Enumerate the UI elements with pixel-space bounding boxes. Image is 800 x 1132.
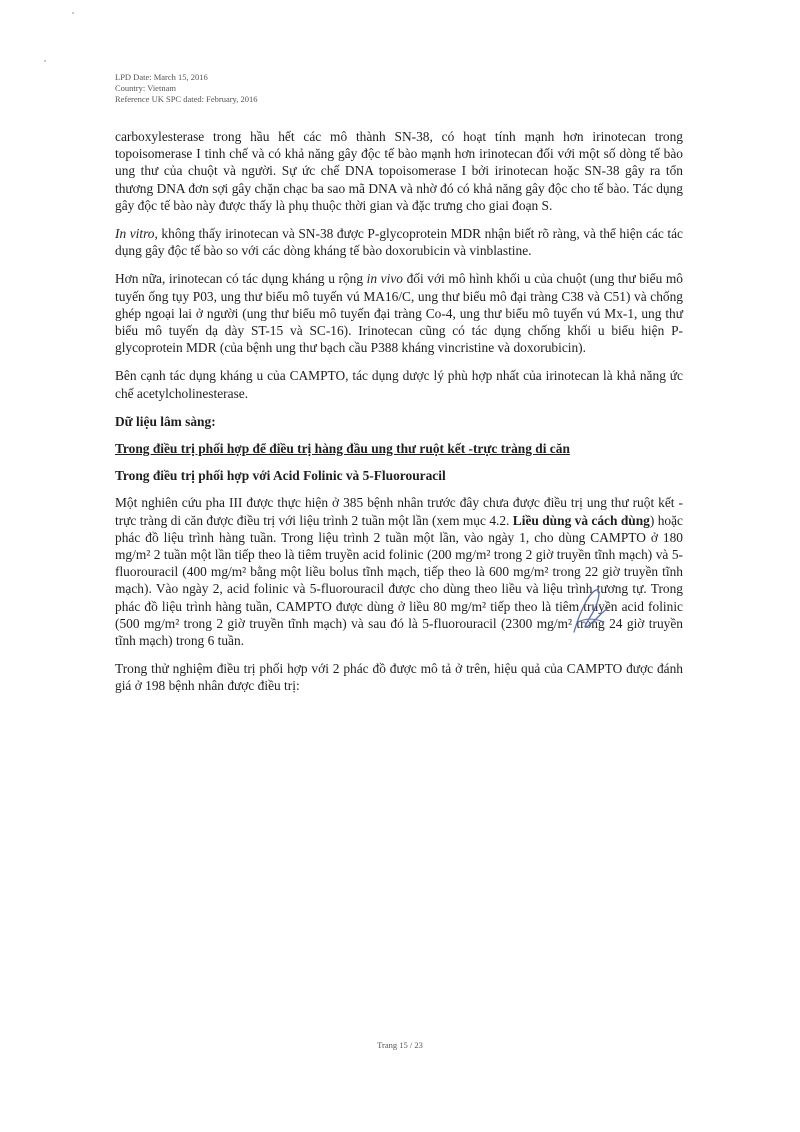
scan-speck [44, 60, 46, 62]
heading-first-line-treatment: Trong điều trị phối hợp để điều trị hàng đầu ung thư ruột kết -trực tràng di căn [115, 441, 570, 457]
header-reference: Reference UK SPC dated: February, 2016 [115, 94, 258, 104]
paragraph-mechanism: carboxylesterase trong hầu hết các mô thành SN-38, có hoạt tính mạnh hơn irinotecan trong topoisomerase I tinh chế và có khả năng gây độc tế bào mạnh hơn irinotecan đối với một số dòng tế bào ung thư của chuột và người. Sự ức chế DNA topoisomerase I bởi irinotecan hoặc SN-38 gây ra tổn thương DNA đơn sợi gây chặn chạc ba sao mã DNA và nhờ đó có khả năng gây độc cho tế bào. Tác dụng gây độc tế bào này được thấy là phụ thuộc thời gian và đặc trưng cho giai đoạn S. [115, 129, 683, 213]
scan-speck [72, 12, 74, 14]
paragraph-phase-iii-study: Một nghiên cứu pha III được thực hiện ở 385 bệnh nhân trước đây chưa được điều trị ung thư ruột kết - trực tràng di căn được điều trị với liệu trình 2 tuần một lần (xem mục 4.2. Liều dùng và cách dùng) hoặc phác đồ liệu trình hàng tuần. Trong liệu trình 2 tuần một lần, vào ngày 1, cho dùng CAMPTO ở 180 mg/m² 2 tuần một lần tiếp theo là tiêm truyền acid folinic (200 mg/m² trong 2 giờ truyền tĩnh mạch) và 5-fluorouracil (400 mg/m² bằng một liều bolus tĩnh mạch, tiếp theo là 600 mg/m² trong 22 giờ truyền tĩnh mạch). Vào ngày 2, acid folinic và 5-fluorouracil được cho dùng theo liều và liệu trình tương tự. Trong phác đồ liệu trình hàng tuần, CAMPTO được dùng ở liều 80 mg/m² tiếp theo là tiêm truyền acid folinic (500 mg/m² trong 2 giờ truyền tĩnh mạch) và sau đó là 5-fluorouracil (2300 mg/m² trong 24 giờ truyền tĩnh mạch) trong 6 tuần. [115, 495, 683, 649]
paragraph-acetylcholinesterase: Bên cạnh tác dụng kháng u của CAMPTO, tác dụng dược lý phù hợp nhất của irinotecan là khả năng ức chế acetylcholinesterase. [115, 368, 683, 401]
paragraph-in-vitro: In vitro, không thấy irinotecan và SN-38 được P-glycoprotein MDR nhận biết rõ ràng, và thể hiện các tác dụng gây độc tế bào so với các dòng kháng tế bào doxorubicin và vinblastine. [115, 226, 683, 259]
document-header [115, 72, 258, 105]
italic-term: in vivo [366, 271, 403, 287]
header-country: Country: Vietnam [115, 83, 176, 93]
heading-clinical-data: Dữ liệu lâm sàng: [115, 413, 216, 429]
page-number: Trang 15 / 23 [377, 1040, 423, 1050]
signature-mark [568, 582, 614, 642]
paragraph-in-vivo: Hơn nữa, irinotecan có tác dụng kháng u rộng in vivo đối với mô hình khối u của chuột (ung thư biểu mô tuyến ống tụy P03, ung thư biểu mô tuyến vú MA16/C, ung thư biểu mô đại tràng C38 và C51) và chống ghép ngoại lai ở người (ung thư biểu mô tuyến đại tràng Co-4, ung thư biểu mô tuyến vú Mx-1, ung thư biểu mô tuyến dạ dày ST-15 và SC-16). Irinotecan cũng có tác dụng chống khối u biểu hiện P-glycoprotein MDR (của bệnh ung thư bạch cầu P388 kháng vincristine và doxorubicin). [115, 271, 683, 356]
italic-term: In vitro [115, 226, 155, 242]
heading-folinic-5fu: Trong điều trị phối hợp với Acid Folinic và 5-Fluorouracil [115, 468, 446, 484]
paragraph-efficacy-intro: Trong thử nghiệm điều trị phối hợp với 2 phác đồ được mô tả ở trên, hiệu quả của CAMPTO được đánh giá ở 198 bệnh nhân được điều trị: [115, 661, 683, 694]
header-lpd-date: LPD Date: March 15, 2016 [115, 72, 208, 82]
bold-reference: Liều dùng và cách dùng [512, 512, 650, 528]
